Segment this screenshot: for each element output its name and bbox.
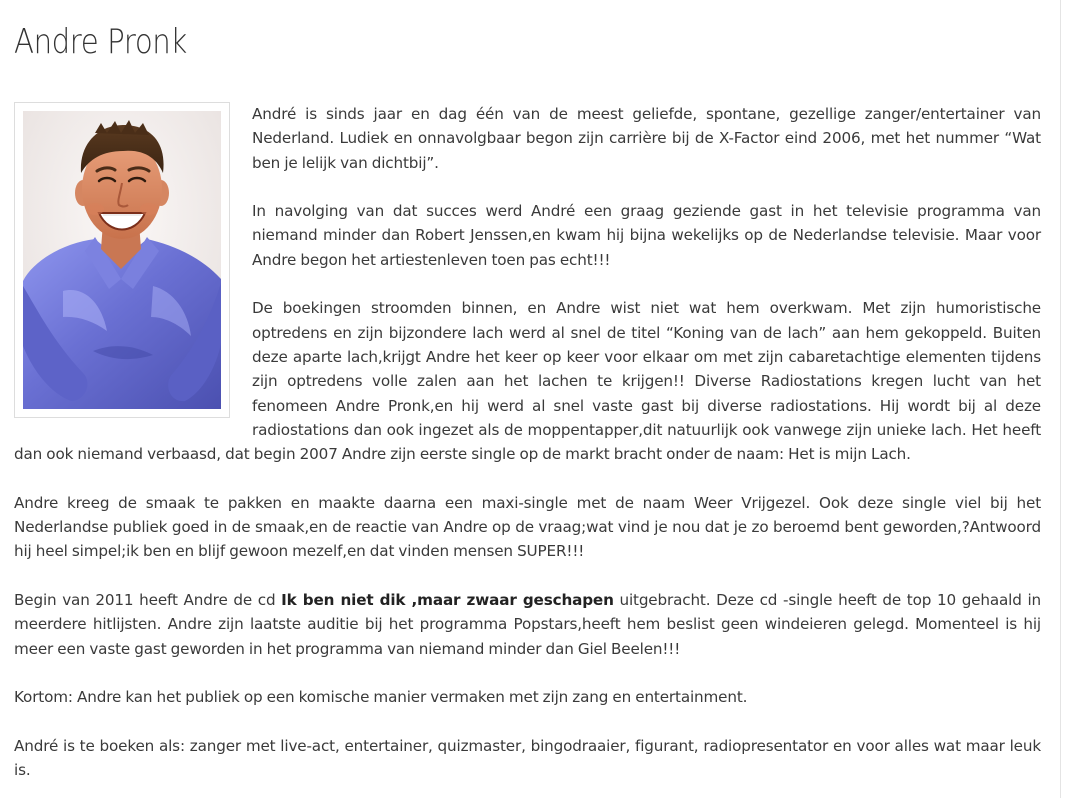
paragraph-bookable-as: André is te boeken als: zanger met live-act, entertainer, quizmaster, bingodraaier, figurant, radiopresentator en voor alles wat maar leuk is. <box>14 736 1041 780</box>
cd-text-before: Begin van 2011 heeft Andre de cd <box>14 590 282 609</box>
page-right-border <box>1060 0 1061 798</box>
page-title: Andre Pronk <box>14 22 187 62</box>
paragraph-television: In navolging van dat succes werd André een graag geziende gast in het televisie programma van niemand minder dan Robert Jenssen,en kwam hij bijna wekelijks op de Nederlandse televisie. Maar voor Andre begon het artiestenleven toen pas echt!!! <box>252 202 1041 269</box>
person-portrait-photo <box>23 111 221 409</box>
paragraph-maxi-single: Andre kreeg de smaak te pakken en maakte daarna een maxi-single met de naam Weer Vrijgezel. Ook deze single viel bij het Nederlandse publiek goed in de smaak,en de reactie van Andre op de vraag;wat vind je nou dat je zo beroemd bent geworden,?Antwoord hij heel simpel;ik ben en blijf gewoon mezelf,en dat vinden mensen SUPER!!! <box>14 493 1041 561</box>
main-content <box>14 0 1041 807</box>
paragraph-cd-2011 <box>14 588 1041 661</box>
paragraph-summary: Kortom: Andre kan het publiek op een komische manier vermaken met zijn zang en entertainment. <box>14 688 748 707</box>
cd-title: Ik ben niet dik ,maar zwaar geschapen <box>281 590 614 609</box>
paragraph-intro: André is sinds jaar en dag één van de meest geliefde, spontane, gezellige zanger/entertainer van Nederland. Ludiek en onnavolgbaar begon zijn carrière bij de X-Factor eind 2006, met het nummer “Wat ben je lelijk van dichtbij”. <box>252 105 1041 172</box>
photo-frame <box>14 102 230 418</box>
article-body <box>14 102 1041 782</box>
paragraph-bookings: De boekingen stroomden binnen, en Andre wist niet wat hem overkwam. Met zijn humoristische optredens en zijn bijzondere lach werd al snel de titel “Koning van de lach” aan hem gekoppeld. Buiten deze aparte lach,krijgt Andre het keer op keer voor elkaar om met zijn cabaretachtige elementen tijdens zijn optredens volle zalen aan het lachen te krijgen!! Diverse Radiostations kregen lucht van het fenomeen Andre Pronk,en hij werd al snel vaste gast bij diverse radiostations. Hij wordt bij al deze radiostations dan ook ingezet als de moppentapper,dit natuurlijk ook vanwege zijn unieke lach. Het heeft dan ook niemand verbaasd, dat begin 2007 Andre zijn eerste single op de markt bracht onder de naam: Het is mijn Lach. <box>14 299 1041 464</box>
cd-text-after: uitgebracht. Deze cd -single heeft de top 10 gehaald in meerdere hitlijsten. Andre zijn laatste auditie bij het programma Popstars,heeft hem beslist geen windeieren gelegd. Momenteel is hij meer een vaste gast geworden in het programma van niemand minder dan Giel Beelen!!! <box>14 590 1041 658</box>
